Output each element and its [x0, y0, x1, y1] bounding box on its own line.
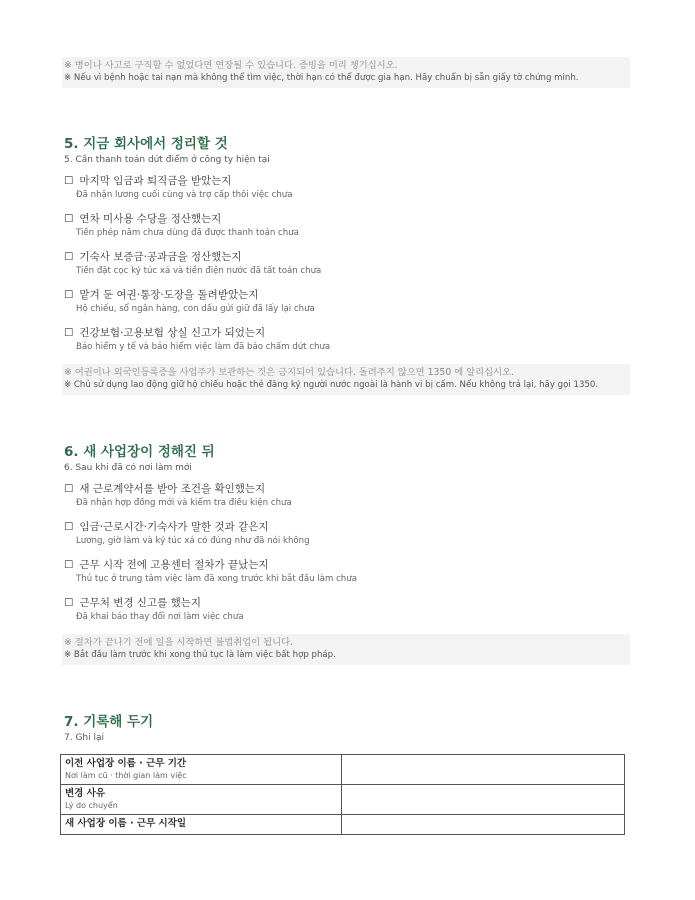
item-label-ko: 건강보험·고용보험 상실 신고가 되었는지 [79, 327, 266, 339]
record-value-field[interactable] [342, 755, 625, 785]
extension-note [62, 57, 630, 88]
checkbox-icon[interactable]: ☐ [64, 213, 74, 225]
item-label-ko: 새 근로계약서를 받아 조건을 확인했는지 [79, 483, 266, 495]
section-7-title: 7. 기록해 두기 [64, 714, 154, 730]
section-5-title: 5. 지금 회사에서 정리할 것 [64, 136, 228, 152]
note-vietnamese: ※ Bắt đầu làm trước khi xong thủ tục là làm việc bất hợp pháp. [64, 650, 336, 660]
item-label-vi: Tiền phép năm chưa dùng đã được thanh toán chưa [76, 228, 299, 238]
label-vi: Nơi làm cũ · thời gian làm việc [65, 771, 187, 780]
label-ko: 이전 사업장 이름 · 근무 기간 [65, 758, 187, 769]
note-vietnamese: ※ Chủ sử dụng lao động giữ hộ chiếu hoặc thẻ đăng ký người nước ngoài là hành vi bị cấm. Nếu không trả lại, hãy gọi 1350. [64, 380, 599, 390]
checklist-item[interactable] [64, 174, 624, 202]
checkbox-icon[interactable]: ☐ [64, 521, 74, 533]
item-label-ko: 마지막 임금과 퇴직금을 받았는지 [79, 175, 232, 187]
checklist-item[interactable] [64, 596, 624, 624]
illegal-work-note [62, 634, 630, 665]
item-label-vi: Hộ chiếu, sổ ngân hàng, con dấu gửi giữ đã lấy lại chưa [76, 304, 315, 314]
checkbox-icon[interactable]: ☐ [64, 289, 74, 301]
note-korean: ※ 절차가 끝나기 전에 일을 시작하면 불법취업이 됩니다. [64, 637, 294, 648]
checkbox-icon[interactable]: ☐ [64, 175, 74, 187]
item-label-vi: Lương, giờ làm và ký túc xá có đúng như đã nói không [76, 536, 310, 546]
item-label-ko: 맡겨 둔 여권·통장·도장을 돌려받았는지 [79, 289, 259, 301]
section-6-title: 6. 새 사업장이 정해진 뒤 [64, 444, 215, 460]
item-label-ko: 근무 시작 전에 고용센터 절차가 끝났는지 [79, 559, 269, 571]
checklist-item[interactable] [64, 250, 624, 278]
table-row [61, 815, 625, 835]
record-label [61, 755, 342, 785]
label-vi: Lý do chuyển [65, 801, 118, 810]
item-label-vi: Đã khai báo thay đổi nơi làm việc chưa [76, 612, 244, 622]
checkbox-icon[interactable]: ☐ [64, 559, 74, 571]
item-label-vi: Bảo hiểm y tế và bảo hiểm việc làm đã báo chấm dứt chưa [76, 342, 331, 352]
record-value-field[interactable] [342, 815, 625, 835]
passport-note [62, 364, 630, 395]
checklist-item[interactable] [64, 212, 624, 240]
section-6-subtitle: 6. Sau khi đã có nơi làm mới [64, 463, 192, 473]
note-korean: ※ 병이나 사고로 구직할 수 없었다면 연장될 수 있습니다. 증빙을 미리 챙기십시오. [64, 60, 398, 71]
section-5-subtitle: 5. Cần thanh toán dứt điểm ở công ty hiện tại [64, 155, 270, 165]
record-value-field[interactable] [342, 785, 625, 815]
table-row [61, 755, 625, 785]
record-label [61, 785, 342, 815]
checklist-item[interactable] [64, 288, 624, 316]
checklist-item[interactable] [64, 482, 624, 510]
checklist-item[interactable] [64, 558, 624, 586]
record-label [61, 815, 342, 835]
checkbox-icon[interactable]: ☐ [64, 251, 74, 263]
item-label-vi: Đã nhận lương cuối cùng và trợ cấp thôi việc chưa [76, 190, 293, 200]
note-vietnamese: ※ Nếu vì bệnh hoặc tai nạn mà không thể tìm việc, thời hạn có thể được gia hạn. Hãy chuẩn bị sẵn giấy tờ chứng minh. [64, 73, 579, 83]
checkbox-icon[interactable]: ☐ [64, 327, 74, 339]
checkbox-icon[interactable]: ☐ [64, 483, 74, 495]
item-label-vi: Thủ tục ở trung tâm việc làm đã xong trước khi bắt đầu làm chưa [76, 574, 357, 584]
checkbox-icon[interactable]: ☐ [64, 597, 74, 609]
item-label-ko: 기숙사 보증금·공과금을 정산했는지 [79, 251, 242, 263]
checklist-item[interactable] [64, 520, 624, 548]
record-table [60, 754, 625, 835]
item-label-ko: 연차 미사용 수당을 정산했는지 [79, 213, 222, 225]
item-label-vi: Tiền đặt cọc ký túc xá và tiền điện nước đã tất toán chưa [76, 266, 322, 276]
note-korean: ※ 여권이나 외국인등록증을 사업주가 보관하는 것은 금지되어 있습니다. 돌려주지 않으면 1350 에 알리십시오. [64, 367, 515, 378]
label-ko: 변경 사유 [65, 788, 106, 799]
checklist-item[interactable] [64, 326, 624, 354]
section-7-subtitle: 7. Ghi lại [64, 733, 105, 743]
item-label-ko: 근무처 변경 신고를 했는지 [79, 597, 202, 609]
label-ko: 새 사업장 이름 · 근무 시작일 [65, 818, 187, 829]
item-label-vi: Đã nhận hợp đồng mới và kiểm tra điều kiện chưa [76, 498, 292, 508]
item-label-ko: 임금·근로시간·기숙사가 말한 것과 같은지 [79, 521, 269, 533]
table-row [61, 785, 625, 815]
